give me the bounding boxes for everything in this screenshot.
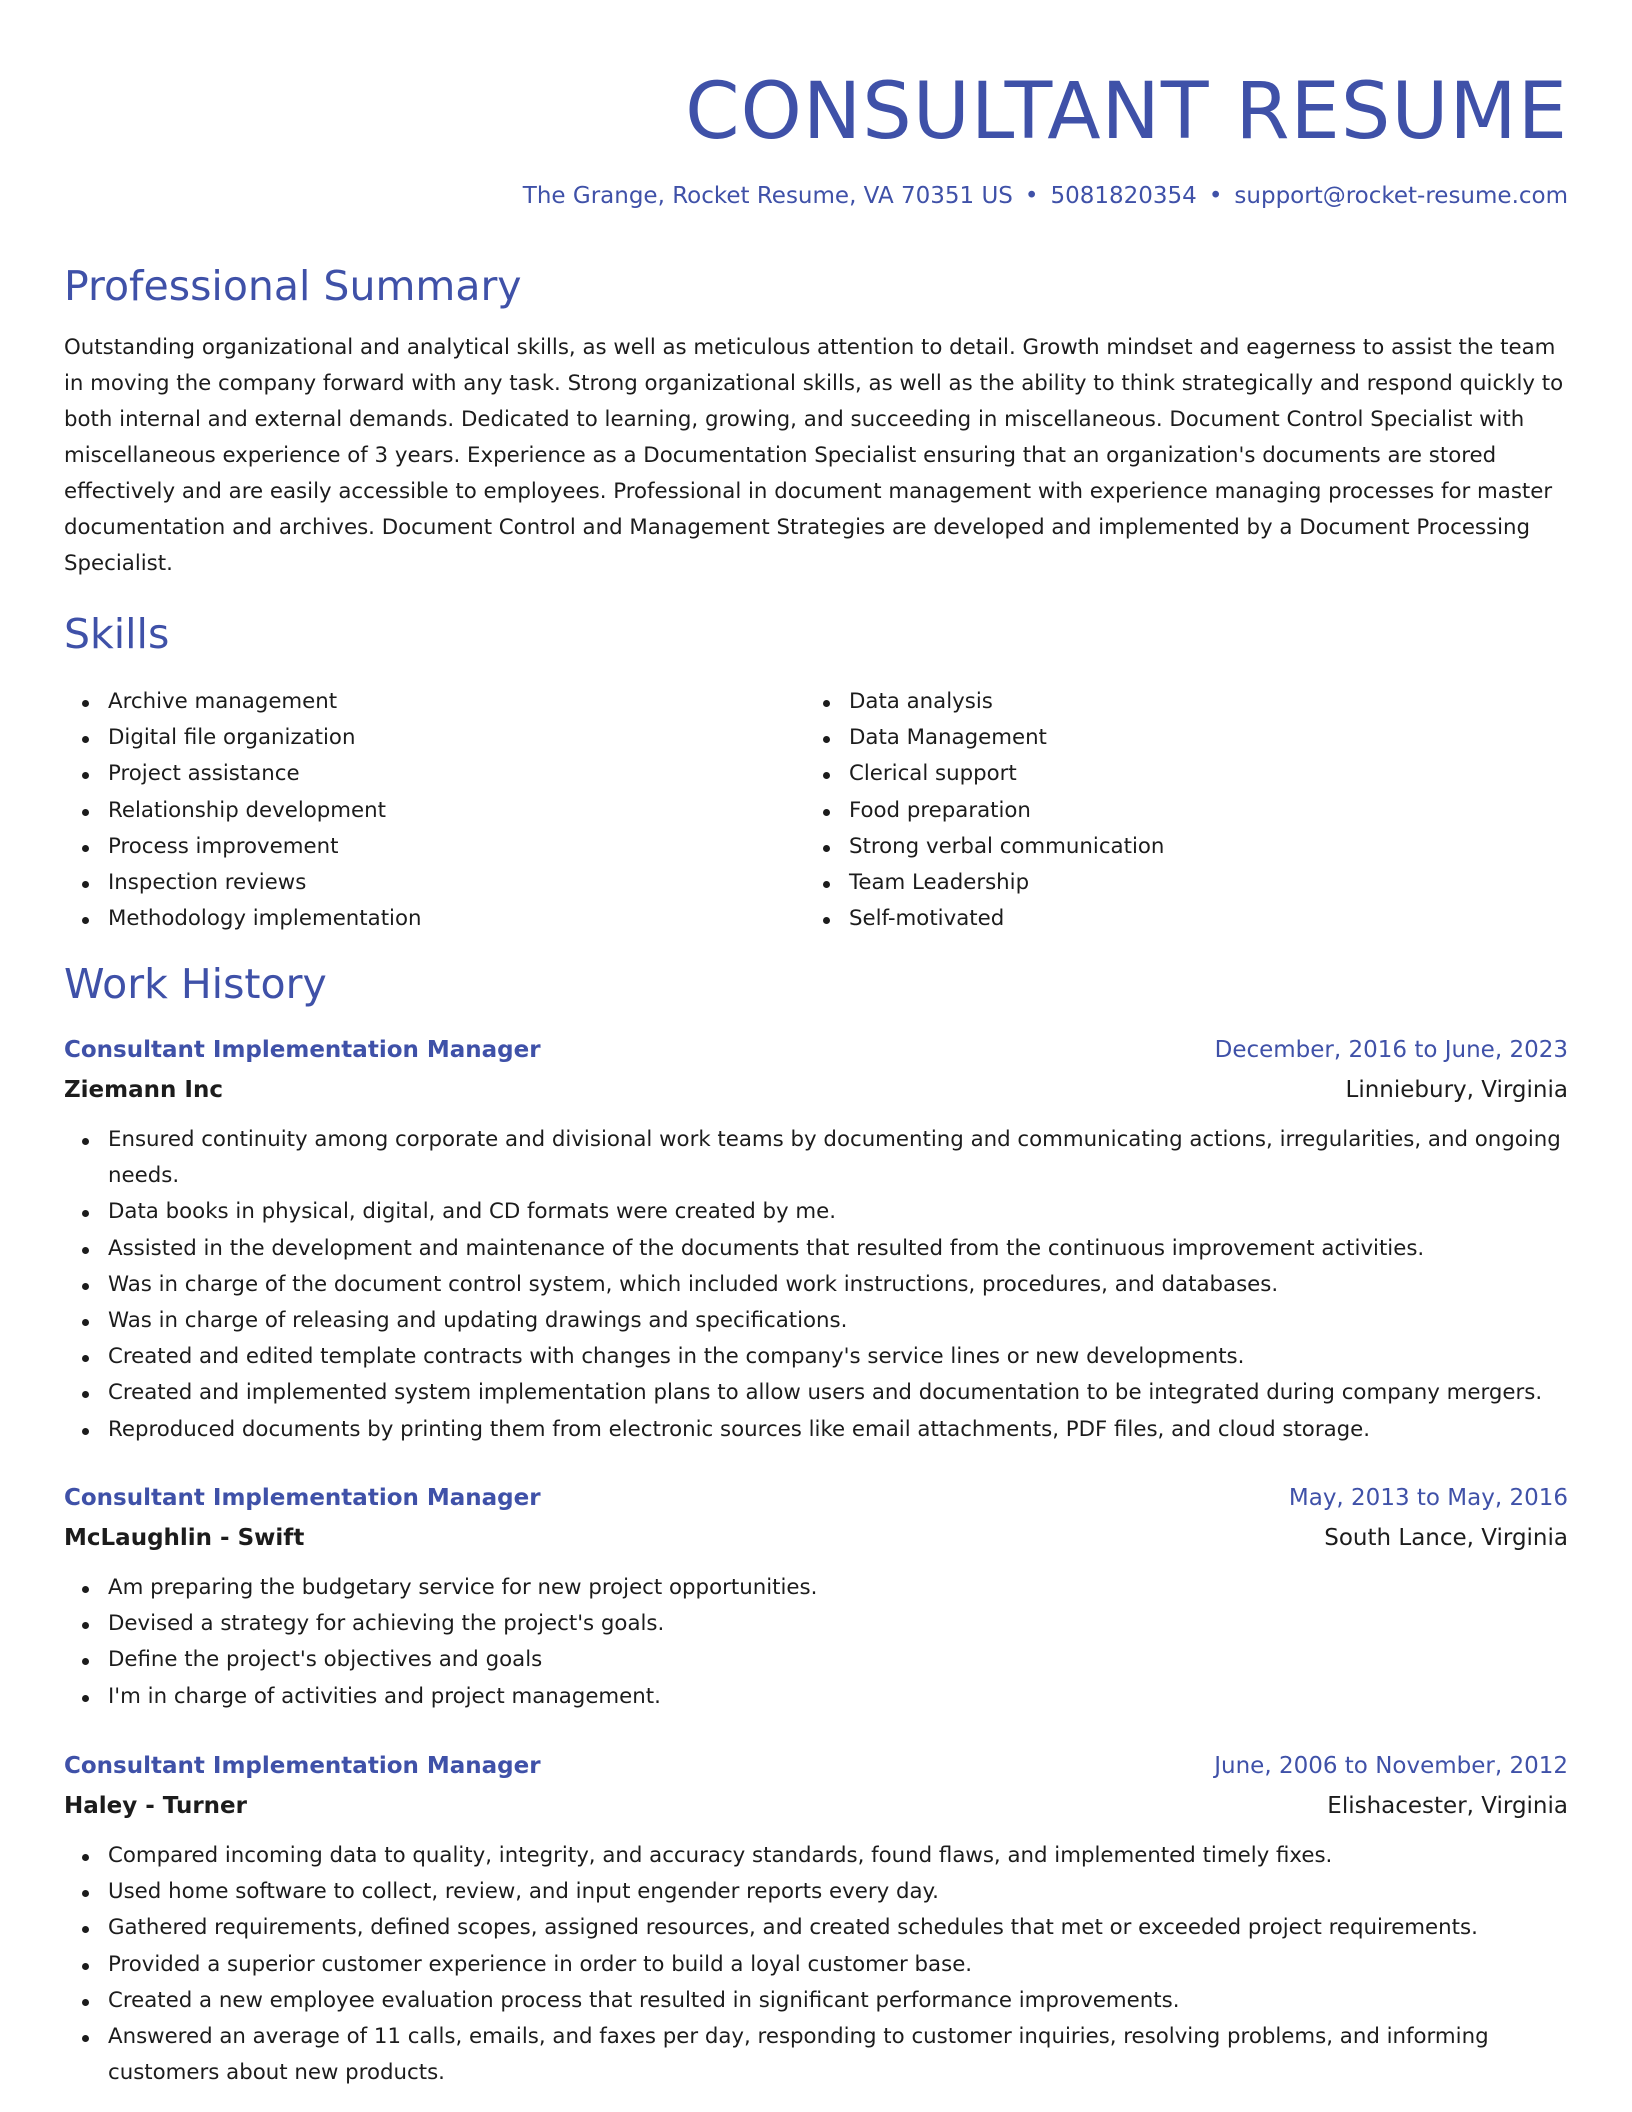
job-dates: May, 2013 to May, 2016 xyxy=(1288,1485,1568,1511)
job-company: Ziemann Inc xyxy=(64,1077,223,1103)
skill-item: Process improvement xyxy=(64,829,805,865)
job-bullet: Reproduced documents by printing them from electronic sources like email attachments, PDF files, and cloud storage. xyxy=(64,1412,1568,1448)
job-dates: June, 2006 to November, 2012 xyxy=(1214,1753,1568,1779)
skill-item: Self-motivated xyxy=(805,901,1546,937)
job-bullet: Compared incoming data to quality, integrity, and accuracy standards, found flaws, and implemented timely fixes. xyxy=(64,1838,1568,1874)
job-bullet: I'm in charge of activities and project management. xyxy=(64,1679,1568,1715)
job-bullet: Define the project's objectives and goals xyxy=(64,1642,1568,1678)
skill-item: Food preparation xyxy=(805,793,1546,829)
job-bullet: Data books in physical, digital, and CD formats were created by me. xyxy=(64,1194,1568,1230)
job-location: Linniebury, Virginia xyxy=(1345,1077,1568,1103)
contact-line xyxy=(523,180,1568,212)
job-location: Elishacester, Virginia xyxy=(1327,1793,1568,1819)
job-entry xyxy=(64,1746,1568,2091)
job-company-row xyxy=(64,1070,1568,1110)
job-bullet: Am preparing the budgetary service for new project opportunities. xyxy=(64,1570,1568,1606)
job-title: Consultant Implementation Manager xyxy=(64,1753,541,1779)
job-company-row xyxy=(64,1786,1568,1826)
section-heading-work-history: Work History xyxy=(64,960,327,1008)
job-entry xyxy=(64,1030,1568,1448)
job-bullet: Created a new employee evaluation process that resulted in significant performance improvements. xyxy=(64,1983,1568,2019)
skills-column-right xyxy=(805,684,1546,937)
contact-phone: 5081820354 xyxy=(1050,183,1197,209)
job-bullets xyxy=(64,1122,1568,1448)
section-heading-summary: Professional Summary xyxy=(64,262,522,310)
job-header-row xyxy=(64,1478,1568,1518)
summary-text: Outstanding organizational and analytical skills, as well as meticulous attention to detail. Growth mindset and eagerness to assist the team in moving the company forward with any task. Strong organizational skills, as well as the ability to think strategically and respond quickly to both internal and external demands. Dedicated to learning, growing, and succeeding in miscellaneous. Document Control Specialist with miscellaneous experience of 3 years. Experience as a Documentation Specialist ensuring that an organization's documents are stored effectively and are easily accessible to employees. Professional in document management with experience managing processes for master documentation and archives. Document Control and Management Strategies are developed and implemented by a Document Processing Specialist. xyxy=(64,335,1564,576)
job-location: South Lance, Virginia xyxy=(1324,1525,1568,1551)
skill-item: Digital file organization xyxy=(64,720,805,756)
job-bullet: Assisted in the development and maintenance of the documents that resulted from the continuous improvement activities. xyxy=(64,1231,1568,1267)
job-bullets xyxy=(64,1838,1568,2091)
job-bullet: Created and edited template contracts with changes in the company's service lines or new developments. xyxy=(64,1339,1568,1375)
resume-title: CONSULTANT RESUME xyxy=(685,67,1568,157)
contact-address: The Grange, Rocket Resume, VA 70351 US xyxy=(522,183,1013,209)
job-bullets xyxy=(64,1570,1568,1715)
job-bullet: Devised a strategy for achieving the project's goals. xyxy=(64,1606,1568,1642)
contact-email: support@rocket-resume.com xyxy=(1234,183,1568,209)
skill-item: Team Leadership xyxy=(805,865,1546,901)
skills-list xyxy=(64,684,1568,937)
job-company-row xyxy=(64,1518,1568,1558)
skill-item: Data Management xyxy=(805,720,1546,756)
job-title: Consultant Implementation Manager xyxy=(64,1037,541,1063)
job-bullet: Was in charge of the document control system, which included work instructions, procedures, and databases. xyxy=(64,1267,1568,1303)
job-bullet: Used home software to collect, review, and input engender reports every day. xyxy=(64,1874,1568,1910)
section-heading-skills: Skills xyxy=(64,610,170,658)
skill-item: Strong verbal communication xyxy=(805,829,1546,865)
job-bullet: Gathered requirements, defined scopes, assigned resources, and created schedules that met or exceeded project requirements. xyxy=(64,1910,1568,1946)
skill-item: Project assistance xyxy=(64,756,805,792)
job-company: McLaughlin - Swift xyxy=(64,1525,305,1551)
skill-item: Data analysis xyxy=(805,684,1546,720)
job-entry xyxy=(64,1478,1568,1715)
skill-item: Methodology implementation xyxy=(64,901,805,937)
job-company: Haley - Turner xyxy=(64,1793,248,1819)
contact-separator: • xyxy=(1024,183,1039,209)
skill-item: Clerical support xyxy=(805,756,1546,792)
job-dates: December, 2016 to June, 2023 xyxy=(1214,1037,1568,1063)
job-header-row xyxy=(64,1746,1568,1786)
job-bullet: Answered an average of 11 calls, emails, and faxes per day, responding to customer inquiries, resolving problems, and informing customers about new products. xyxy=(64,2019,1568,2091)
contact-separator: • xyxy=(1208,183,1223,209)
skill-item: Relationship development xyxy=(64,793,805,829)
job-bullet: Provided a superior customer experience in order to build a loyal customer base. xyxy=(64,1947,1568,1983)
skill-item: Inspection reviews xyxy=(64,865,805,901)
skill-item: Archive management xyxy=(64,684,805,720)
skills-column-left xyxy=(64,684,805,937)
job-bullet: Was in charge of releasing and updating drawings and specifications. xyxy=(64,1303,1568,1339)
job-bullet: Ensured continuity among corporate and divisional work teams by documenting and communicating actions, irregularities, and ongoing needs. xyxy=(64,1122,1568,1194)
job-title: Consultant Implementation Manager xyxy=(64,1485,541,1511)
job-header-row xyxy=(64,1030,1568,1070)
job-bullet: Created and implemented system implementation plans to allow users and documentation to be integrated during company mergers. xyxy=(64,1375,1568,1411)
